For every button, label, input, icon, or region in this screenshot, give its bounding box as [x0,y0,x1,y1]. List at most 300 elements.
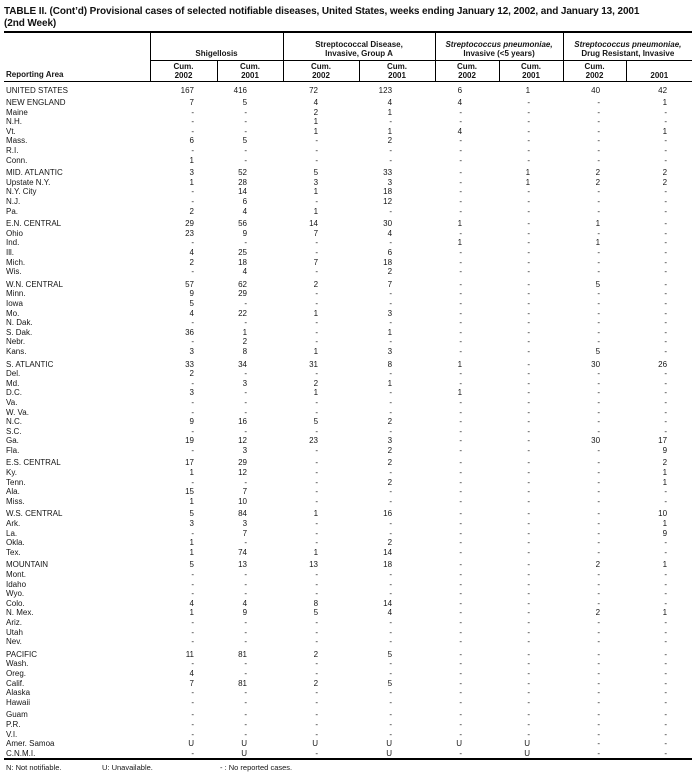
value-cell: - [664,346,668,356]
value-cell: - [459,146,463,156]
value-cell: - [664,197,668,207]
value-cell: 17 [658,436,668,446]
value-cell: 1 [313,388,319,398]
value-cell: 14 [383,598,393,608]
value-cell: 1 [313,346,319,356]
value-cell: - [527,570,531,579]
value-cell: - [459,519,463,529]
table-header [4,32,692,81]
value-cell: - [597,598,601,608]
value-cell: - [315,298,319,308]
value-cell: - [315,748,319,758]
reporting-area-cell: MOUNTAIN [6,560,49,570]
reporting-area-cell: UNITED STATES [6,85,68,95]
reporting-area-cell: Ark. [6,519,21,529]
value-cell: - [459,579,463,589]
value-cell: - [664,637,668,647]
value-cell: - [527,426,531,436]
value-cell: 4 [242,598,248,608]
value-cell: 1 [387,107,393,117]
reporting-area-cell: Ky. [6,468,17,478]
column-group-shigellosis [150,32,283,60]
value-cell: - [664,388,668,398]
value-cell: - [527,598,531,608]
reporting-area-cell: N. Mex. [6,608,34,618]
value-cell: 1 [313,126,319,136]
value-cell: 4 [387,98,393,108]
value-cell: 1 [662,519,668,529]
reporting-area-cell: Nebr. [6,337,26,347]
value-cell: - [459,538,463,548]
value-cell: 19 [185,436,194,446]
value-cell: 1 [313,117,319,127]
value-cell: - [527,238,531,248]
table-row [4,108,692,118]
reporting-area-cell: Idaho [6,579,27,589]
value-cell: - [389,369,393,379]
value-cell: 1 [313,547,319,557]
value-cell: 1 [662,608,668,618]
value-cell: - [597,206,601,216]
value-cell: 3 [242,445,248,455]
value-cell: 17 [185,458,194,468]
group-title-line: Shigellosis [195,49,238,58]
value-cell: - [389,337,393,347]
value-cell: - [664,627,668,637]
value-cell: - [389,688,393,698]
table-row [4,509,692,519]
value-cell: - [244,238,248,248]
value-cell: 2 [662,168,668,178]
value-cell: - [191,337,194,347]
value-cell: - [389,146,393,156]
reporting-area-cell: N. Dak. [6,318,33,328]
value-cell: 81 [238,649,248,659]
value-cell: - [597,257,601,267]
value-cell: - [527,337,531,347]
column-group-strep-disease-group-a [283,32,435,60]
value-cell: 13 [309,560,319,570]
value-cell: - [664,739,668,749]
value-cell: 81 [238,678,248,688]
value-cell: - [664,538,668,548]
value-cell: - [389,729,393,739]
value-cell: - [527,136,531,146]
value-cell: - [597,627,601,637]
value-cell: 14 [383,547,393,557]
value-cell: - [597,426,601,436]
value-cell: 5 [189,509,194,519]
value-cell: - [597,678,601,688]
value-cell: - [527,445,531,455]
value-cell: - [315,426,319,436]
value-cell: - [315,337,319,347]
value-cell: - [315,327,319,337]
value-cell: - [459,346,463,356]
value-cell: 34 [238,359,248,369]
value-cell: - [527,477,531,487]
value-cell: - [389,697,393,707]
value-cell: 2 [662,458,668,468]
value-cell: - [459,729,463,739]
value-cell: 2 [313,107,319,117]
table-row [4,468,692,478]
table-row [4,679,692,689]
value-cell: 3 [189,388,194,398]
value-cell: 3 [189,346,194,356]
value-cell: - [664,547,668,557]
value-cell: 1 [662,98,668,108]
value-cell: 2 [595,168,601,178]
value-cell: - [597,417,601,427]
value-cell: - [597,117,601,127]
value-cell: - [664,719,668,729]
value-cell: 62 [238,279,248,289]
value-cell: - [459,378,463,388]
value-cell: U [241,739,248,749]
value-cell: - [597,197,601,207]
value-cell: - [527,560,531,570]
value-cell: 4 [387,228,393,238]
value-cell: - [664,659,668,669]
value-cell: 7 [242,487,248,497]
value-cell: - [244,579,248,589]
value-cell: 123 [378,85,393,95]
value-cell: - [597,519,601,529]
table-row [4,347,692,357]
value-cell: - [244,407,248,417]
value-cell: - [459,528,463,538]
reporting-area-cell: Wyo. [6,589,25,599]
value-cell: - [664,417,668,427]
value-cell: - [597,155,601,165]
value-cell: 3 [189,168,194,178]
value-cell: - [664,579,668,589]
value-cell: 1 [189,468,194,478]
value-cell: - [389,589,393,599]
value-cell: 84 [238,509,248,519]
value-cell: 3 [387,436,393,446]
value-cell: - [597,267,601,277]
value-cell: - [459,710,463,720]
value-cell: - [191,267,194,277]
reporting-area-cell: Ga. [6,436,19,446]
reporting-area-cell: W.N. CENTRAL [6,279,63,289]
value-cell: 5 [595,346,601,356]
value-cell: - [459,228,463,238]
table-row [4,688,692,698]
value-cell: 1 [189,155,194,165]
value-cell: 36 [185,327,194,337]
value-cell: 33 [185,359,194,369]
value-cell: 1 [457,359,463,369]
value-cell: 4 [242,267,248,277]
reporting-area-cell: Pa. [6,206,19,216]
value-cell: - [244,146,248,156]
value-cell: - [244,570,248,579]
value-cell: - [527,547,531,557]
value-cell: 2 [662,177,668,187]
value-cell: - [459,107,463,117]
value-cell: - [664,327,668,337]
reporting-area-cell: Nev. [6,637,22,647]
value-cell: - [664,697,668,707]
value-cell: 1 [313,308,319,318]
value-cell: 2 [595,560,601,570]
value-cell: 26 [658,359,668,369]
value-cell: - [459,649,463,659]
value-cell: - [664,649,668,659]
reporting-area-cell: Minn. [6,289,26,299]
table-row [4,168,692,178]
value-cell: - [244,117,248,127]
value-cell: - [315,570,319,579]
value-cell: 40 [591,85,601,95]
value-cell: - [527,719,531,729]
reporting-area-cell: Wash. [6,659,29,669]
table-row [4,388,692,398]
reporting-area-cell: E.N. CENTRAL [6,219,62,229]
value-cell: 16 [238,417,248,427]
value-cell: - [191,146,194,156]
value-cell: - [459,337,463,347]
reporting-area-cell: Miss. [6,496,25,506]
value-cell: U [524,748,531,758]
value-cell: 74 [238,547,248,557]
footnote-not-notifiable: N: Not notifiable. [6,763,62,773]
reporting-area-cell: D.C. [6,388,22,398]
table-row [4,299,692,309]
value-cell: 4 [457,98,463,108]
table-row [4,280,692,290]
value-cell: - [527,267,531,277]
value-cell: - [664,496,668,506]
value-cell: 33 [383,168,393,178]
value-cell: 30 [591,436,601,446]
table-row [4,436,692,446]
value-cell: - [191,617,194,627]
value-cell: - [315,267,319,277]
value-cell: - [459,407,463,417]
value-cell: - [527,659,531,669]
table-row [4,337,692,347]
value-cell: - [191,397,194,407]
value-cell: 5 [595,279,601,289]
table-row [4,207,692,217]
value-cell: 4 [242,206,248,216]
table-row [4,229,692,239]
value-cell: - [527,589,531,599]
reporting-area-cell: S.C. [6,426,22,436]
value-cell: - [527,126,531,136]
value-cell: - [597,688,601,698]
value-cell: - [315,155,319,165]
value-cell: - [459,136,463,146]
value-cell: - [244,107,248,117]
value-cell: 167 [180,85,194,95]
value-cell: - [597,308,601,318]
table-row [4,258,692,268]
reporting-area-cell: Calif. [6,678,25,688]
value-cell: - [664,289,668,299]
value-cell: - [527,155,531,165]
subheader-shigellosis-cum-2001: Cum. 2001 [217,60,283,81]
value-cell: - [664,378,668,388]
value-cell: - [664,187,668,197]
value-cell: - [597,458,601,468]
value-cell: - [315,487,319,497]
value-cell: - [527,617,531,627]
value-cell: - [664,298,668,308]
table-row [4,187,692,197]
table-title-line2: (2nd Week) [4,17,57,29]
value-cell: - [244,697,248,707]
value-cell: - [244,155,248,165]
reporting-area-cell: Ohio [6,228,23,238]
value-cell: 16 [383,509,393,519]
value-cell: - [389,487,393,497]
reporting-area-cell: Kans. [6,346,27,356]
value-cell: - [244,710,248,720]
value-cell: 56 [238,219,248,229]
table-row [4,127,692,137]
value-cell: - [664,589,668,599]
reporting-area-cell: PACIFIC [6,649,37,659]
value-cell: - [315,627,319,637]
value-cell: 15 [185,487,194,497]
value-cell: - [664,688,668,698]
reporting-area-cell: Tenn. [6,477,26,487]
value-cell: - [527,397,531,407]
table-row [4,360,692,370]
value-cell: 2 [387,445,393,455]
value-cell: 14 [238,187,248,197]
value-cell: 2 [242,337,248,347]
value-cell: 5 [242,136,248,146]
value-cell: - [597,589,601,599]
value-cell: - [664,228,668,238]
table-row [4,238,692,248]
value-cell: - [527,678,531,688]
value-cell: - [389,117,393,127]
reporting-area-cell: Ind. [6,238,20,248]
value-cell: - [389,579,393,589]
table-row [4,197,692,207]
value-cell: - [191,589,194,599]
value-cell: - [191,659,194,669]
table-row [4,417,692,427]
value-cell: 30 [383,219,393,229]
value-cell: - [244,388,248,398]
value-cell: 1 [662,477,668,487]
value-cell: - [389,426,393,436]
value-cell: - [459,197,463,207]
value-cell: - [459,248,463,257]
group-title-line: Streptococcal Disease, [315,39,403,49]
value-cell: - [597,136,601,146]
value-cell: U [456,739,463,749]
value-cell: - [315,729,319,739]
table-row [4,398,692,408]
reporting-area-cell: R.I. [6,146,19,156]
value-cell: - [527,117,531,127]
reporting-area-cell: Ill. [6,248,14,257]
value-cell: - [315,289,319,299]
reporting-area-header: Reporting Area [4,32,150,81]
value-cell: - [597,649,601,659]
value-cell: - [315,659,319,669]
value-cell: 22 [238,308,248,318]
value-cell: - [389,668,393,678]
value-cell: 8 [313,598,319,608]
value-cell: - [244,369,248,379]
value-cell: - [315,468,319,478]
value-cell: - [527,468,531,478]
value-cell: - [664,318,668,328]
value-cell: 2 [387,417,393,427]
footnote-unavailable: U: Unavailable. [102,763,153,773]
value-cell: - [459,617,463,627]
value-cell: 7 [387,279,393,289]
value-cell: - [664,155,668,165]
value-cell: 3 [189,519,194,529]
value-cell: 1 [189,496,194,506]
notifiable-diseases-table [4,31,692,760]
value-cell: - [597,617,601,627]
value-cell: - [191,107,194,117]
value-cell: - [389,289,393,299]
value-cell: 1 [662,560,668,570]
reporting-area-cell: Mass. [6,136,28,146]
value-cell: - [315,579,319,589]
value-cell: - [527,729,531,739]
value-cell: - [597,126,601,136]
value-cell: 2 [595,608,601,618]
value-cell: - [459,560,463,570]
value-cell: U [312,739,319,749]
value-cell: 5 [313,608,319,618]
table-row [4,548,692,558]
value-cell: - [315,369,319,379]
value-cell: - [191,477,194,487]
value-cell: U [524,739,531,749]
value-cell: - [389,617,393,627]
value-cell: - [459,426,463,436]
reporting-area-cell: La. [6,528,18,538]
value-cell: - [527,327,531,337]
value-cell: - [459,298,463,308]
table-row [4,156,692,166]
value-cell: - [191,748,194,758]
value-cell: - [664,136,668,146]
reporting-area-cell: W.S. CENTRAL [6,509,63,519]
value-cell: 6 [457,85,463,95]
reporting-area-cell: Tex. [6,547,21,557]
value-cell: - [389,719,393,729]
value-cell: 1 [457,238,463,248]
value-cell: - [191,407,194,417]
subheader-strep-a-cum-2001: Cum. 2001 [359,60,435,81]
value-cell: - [527,496,531,506]
value-cell: - [527,206,531,216]
value-cell: - [315,668,319,678]
value-cell: 5 [313,417,319,427]
table-row [4,136,692,146]
value-cell: - [527,688,531,698]
value-cell: - [389,570,393,579]
value-cell: - [597,477,601,487]
value-cell: - [389,710,393,720]
